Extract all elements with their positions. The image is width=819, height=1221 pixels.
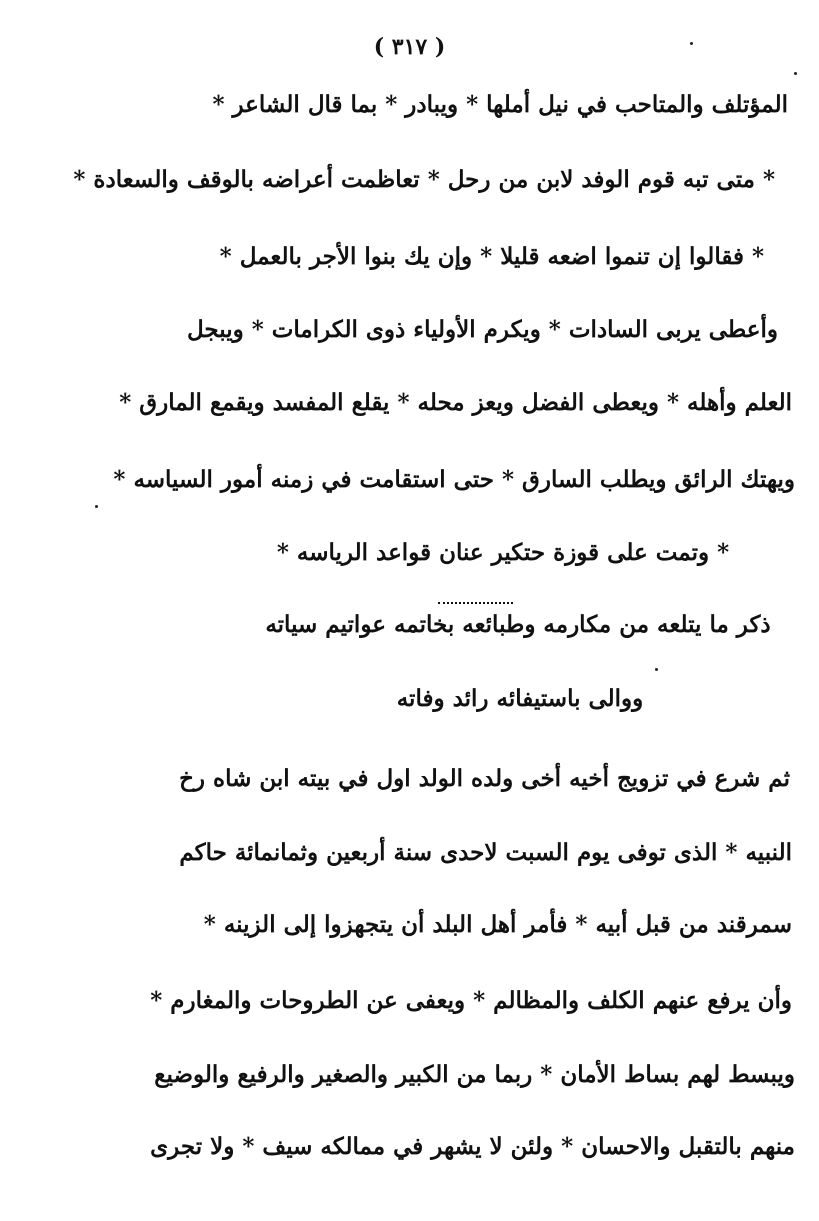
ink-speck — [655, 668, 658, 671]
text-line: المؤتلف والمتاحب في نيل أملها * ويبادر * بما قال الشاعر * — [212, 91, 788, 118]
ink-speck — [794, 72, 797, 75]
text-line: ثم شرع في تزويج أخيه أخى ولده الولد اول في بيته ابن شاه رخ — [179, 765, 790, 792]
text-line: منهم بالتقبل والاحسان * ولئن لا يشهر في ممالكه سيف * ولا تجرى — [150, 1133, 795, 1160]
text-line: وأعطى يربى السادات * ويكرم الأولياء ذوى الكرامات * ويبجل — [186, 316, 778, 343]
text-line: ويهتك الرائق ويطلب السارق * حتى استقامت في زمنه أمور السياسه * — [113, 466, 795, 493]
text-line: ويبسط لهم بساط الأمان * ربما من الكبير والصغير والرفيع والوضيع — [154, 1061, 795, 1088]
text-line: وأن يرفع عنهم الكلف والمظالم * ويعفى عن الطروحات والمغارم * — [150, 987, 792, 1014]
ink-speck — [690, 42, 693, 45]
section-heading: ووالى باستيفائه رائد وفاته — [396, 685, 644, 712]
page-number: ( ٣١٧ ) — [373, 34, 446, 60]
text-line: * فقالوا إن تنموا اضعه قليلا * وإن يك بنوا الأجر بالعمل * — [219, 243, 764, 270]
text-line: العلم وأهله * ويعطى الفضل ويعز محله * يقلع المفسد ويقمع المارق * — [119, 389, 792, 416]
text-line: سمرقند من قبل أبيه * فأمر أهل البلد أن يتجهزوا إلى الزينه * — [203, 911, 792, 938]
ink-speck — [95, 505, 98, 508]
text-line: النبيه * الذى توفى يوم السبت لاحدى سنة أربعين وثمانمائة حاكم — [179, 839, 792, 866]
overline-mark — [438, 602, 513, 607]
text-line: * متى تبه قوم الوفد لابن من رحل * تعاظمت أعراضه بالوقف والسعادة * — [73, 166, 775, 193]
section-heading: ذكر ما يتلعه من مكارمه وطبائعه بخاتمه عواتيم سياته — [265, 611, 771, 638]
text-line: * وتمت على قوزة حتكير عنان قواعد الرياسه * — [276, 539, 730, 566]
